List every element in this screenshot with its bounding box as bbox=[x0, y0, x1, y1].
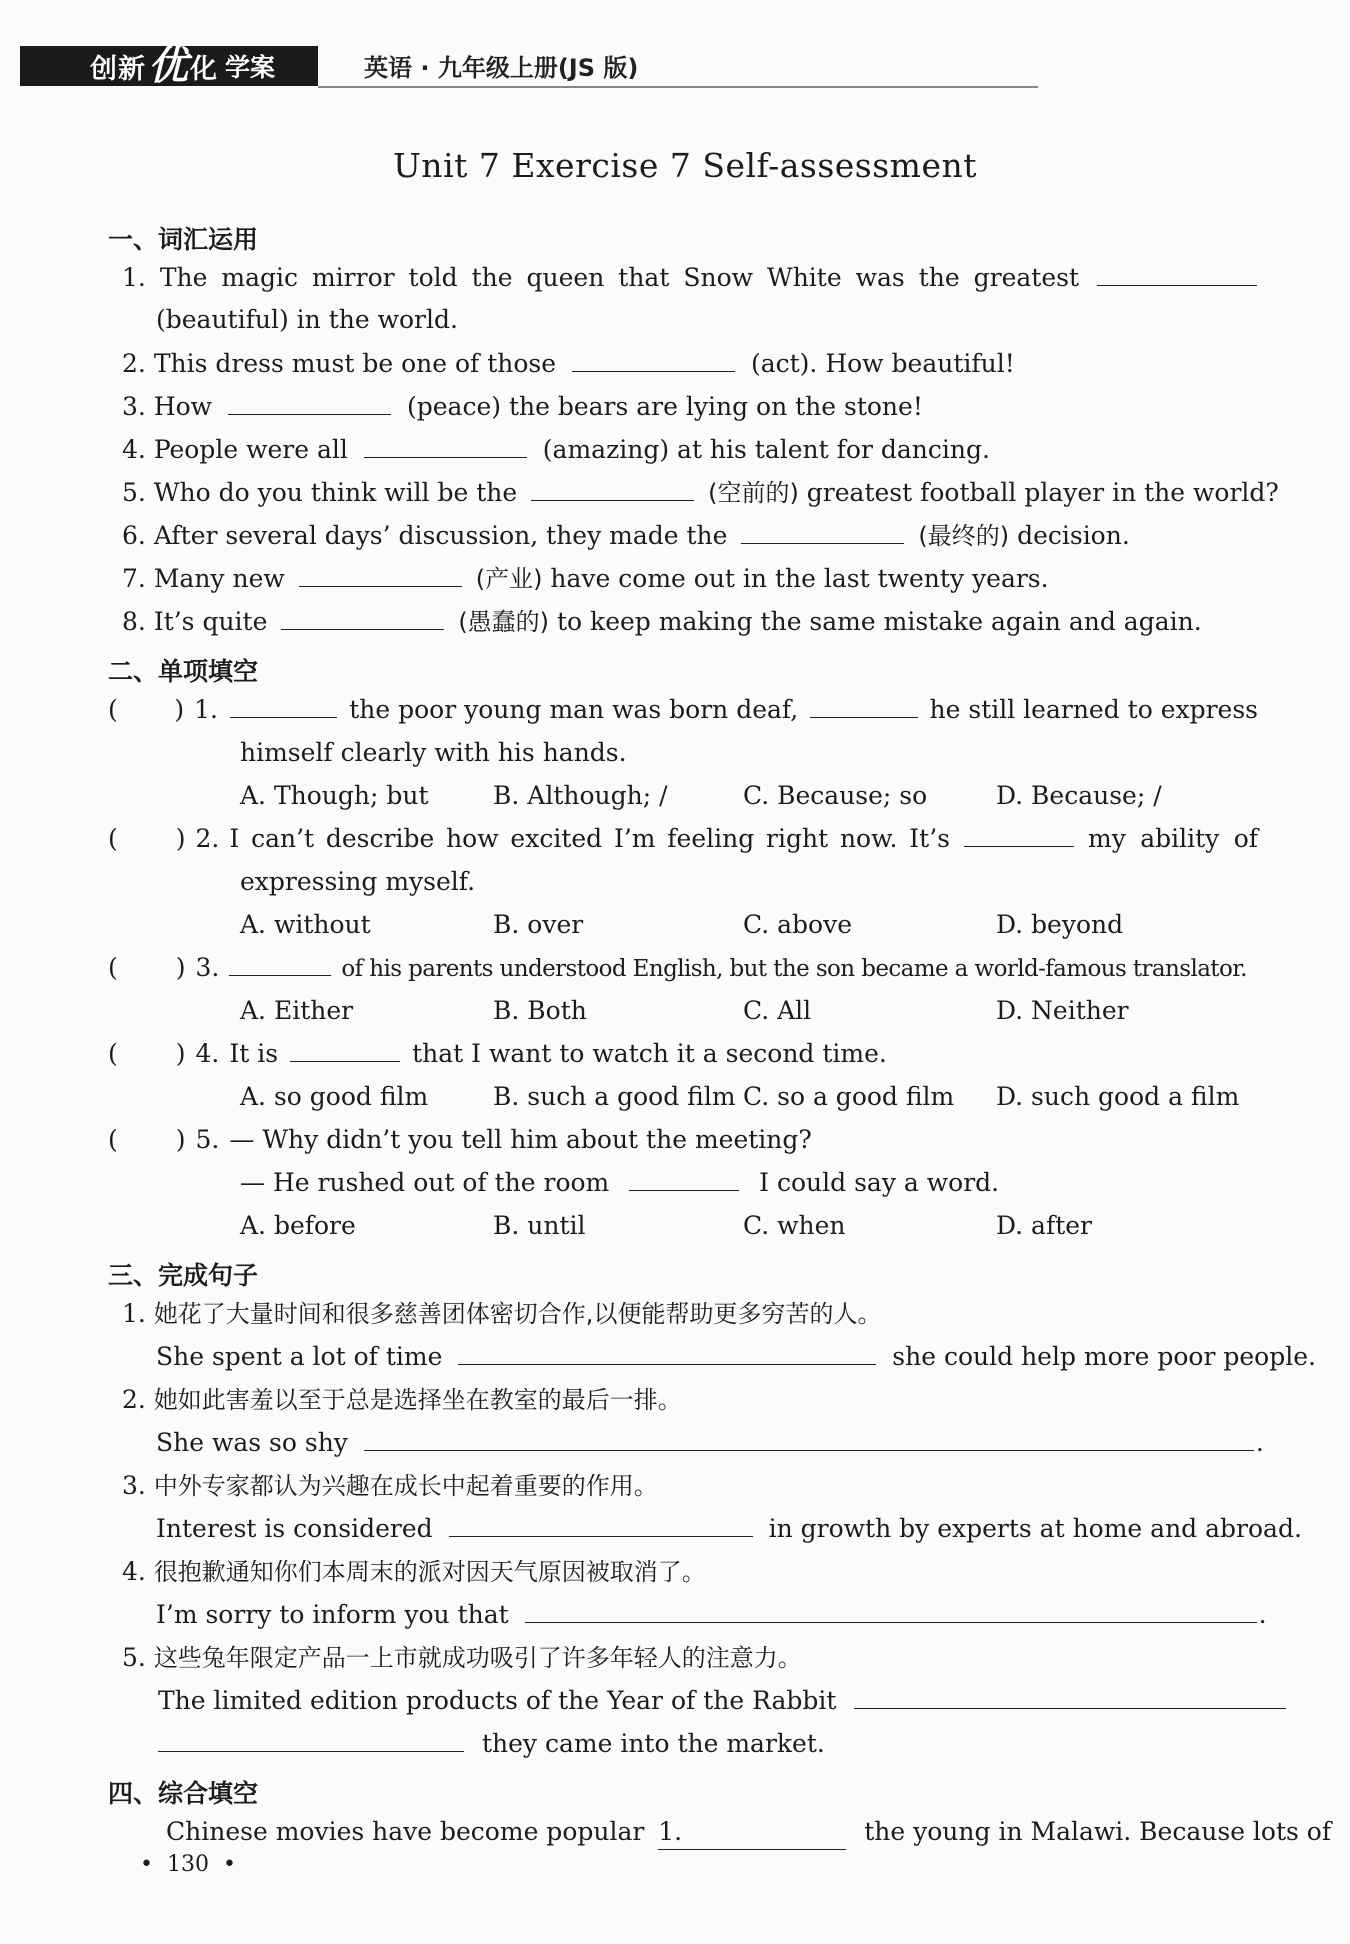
vocab-item-4 bbox=[122, 433, 990, 467]
answer-blank[interactable] bbox=[658, 1815, 846, 1850]
english-prompt: she could help more poor people. bbox=[892, 1342, 1316, 1371]
item-number: 3. bbox=[195, 953, 220, 982]
option-b[interactable]: B. Both bbox=[493, 996, 587, 1025]
brand-part-3: 化 bbox=[190, 53, 217, 85]
page-dot: • bbox=[222, 1852, 236, 1877]
sentence-3-en bbox=[156, 1512, 1302, 1546]
item-hint: (愚蠢的) bbox=[458, 608, 550, 636]
mc-question-2 bbox=[108, 822, 1258, 856]
vocab-item-7 bbox=[122, 562, 1049, 596]
answer-paren-close: ) bbox=[175, 953, 186, 982]
english-prompt: I’m sorry to inform you that bbox=[156, 1600, 509, 1629]
answer-blank[interactable] bbox=[281, 605, 444, 630]
answer-paren-close: ) bbox=[175, 1125, 186, 1154]
chinese-prompt: 这些兔年限定产品一上市就成功吸引了许多年轻人的注意力。 bbox=[153, 1644, 802, 1672]
answer-blank[interactable] bbox=[531, 476, 694, 501]
answer-blank[interactable] bbox=[364, 433, 527, 458]
option-d[interactable]: D. after bbox=[996, 1211, 1092, 1240]
chinese-prompt: 她花了大量时间和很多慈善团体密切合作,以便能帮助更多穷苦的人。 bbox=[153, 1300, 882, 1328]
item-text: The magic mirror told the queen that Snow White was the greatest bbox=[159, 263, 1079, 292]
item-number: 8. bbox=[122, 607, 146, 636]
mc-question-1-cont: himself clearly with his hands. bbox=[240, 738, 627, 767]
page-title: Unit 7 Exercise 7 Self-assessment bbox=[393, 146, 977, 185]
chinese-prompt: 她如此害羞以至于总是选择坐在教室的最后一排。 bbox=[153, 1386, 682, 1414]
sentence-1-en bbox=[156, 1340, 1316, 1374]
mc-question-4 bbox=[108, 1037, 887, 1071]
mc-question-1 bbox=[108, 693, 1258, 727]
item-number: 4. bbox=[122, 1557, 146, 1586]
option-d[interactable]: D. such good a film bbox=[996, 1082, 1240, 1111]
answer-blank[interactable] bbox=[364, 1426, 1254, 1451]
cloze-passage-line bbox=[166, 1815, 1331, 1850]
vocab-item-5 bbox=[122, 476, 1279, 510]
brand-part-4: 学案 bbox=[225, 53, 276, 82]
item-text: (act). How beautiful! bbox=[750, 349, 1015, 378]
option-c[interactable]: C. All bbox=[743, 996, 812, 1025]
mc-question-5 bbox=[108, 1123, 812, 1157]
option-b[interactable]: B. over bbox=[493, 910, 584, 939]
sentence-4-zh bbox=[122, 1555, 706, 1589]
item-number: 1. bbox=[194, 695, 218, 724]
item-text: (peace) the bears are lying on the stone! bbox=[406, 392, 923, 421]
sentence-2-zh bbox=[122, 1383, 682, 1417]
english-prompt: She was so shy bbox=[156, 1428, 348, 1457]
answer-paren-open: ( bbox=[108, 953, 118, 982]
question-text: — He rushed out of the room bbox=[240, 1168, 610, 1197]
option-c[interactable]: C. Because; so bbox=[743, 781, 928, 810]
english-prompt: . bbox=[1255, 1428, 1264, 1457]
option-d[interactable]: D. Neither bbox=[996, 996, 1129, 1025]
chinese-prompt: 中外专家都认为兴趣在成长中起着重要的作用。 bbox=[153, 1472, 658, 1500]
english-prompt: they came into the market. bbox=[481, 1729, 825, 1758]
sentence-5-en bbox=[158, 1684, 1286, 1718]
book-title: 英语 · 九年级上册(JS 版) bbox=[364, 54, 639, 82]
answer-blank[interactable] bbox=[449, 1512, 753, 1537]
item-text: have come out in the last twenty years. bbox=[550, 564, 1049, 593]
item-hint: (产业) bbox=[475, 565, 543, 593]
vocab-item-6 bbox=[122, 519, 1130, 553]
sentence-3-zh bbox=[122, 1469, 658, 1503]
section-heading-vocab: 一、词汇运用 bbox=[108, 225, 259, 254]
item-text: greatest football player in the world? bbox=[806, 478, 1279, 507]
item-number: 5. bbox=[195, 1125, 220, 1154]
option-a[interactable]: A. Though; but bbox=[240, 781, 429, 810]
item-text: People were all bbox=[153, 435, 348, 464]
answer-blank[interactable] bbox=[810, 693, 917, 718]
mc-question-5-cont bbox=[240, 1166, 999, 1200]
item-number: 1. bbox=[122, 1299, 146, 1328]
question-text: It is bbox=[229, 1039, 279, 1068]
item-number: 4. bbox=[195, 1039, 220, 1068]
option-b[interactable]: B. Although; / bbox=[493, 781, 668, 810]
answer-blank[interactable] bbox=[525, 1598, 1257, 1623]
passage-text: Chinese movies have become popular bbox=[166, 1817, 645, 1846]
section-heading-cloze: 四、综合填空 bbox=[108, 1779, 259, 1808]
answer-paren-open: ( bbox=[108, 824, 118, 853]
option-a[interactable]: A. before bbox=[240, 1211, 356, 1240]
question-text: he still learned to express bbox=[929, 695, 1259, 724]
option-a[interactable]: A. Either bbox=[240, 996, 354, 1025]
answer-blank[interactable] bbox=[228, 390, 391, 415]
page-number-value: 130 bbox=[166, 1852, 209, 1877]
option-c[interactable]: C. above bbox=[743, 910, 853, 939]
question-text: my ability of bbox=[1088, 824, 1258, 853]
item-text: decision. bbox=[1017, 521, 1130, 550]
option-b[interactable]: B. until bbox=[493, 1211, 586, 1240]
item-number: 2. bbox=[122, 1385, 146, 1414]
answer-blank[interactable] bbox=[299, 562, 462, 587]
section-heading-mc: 二、单项填空 bbox=[108, 657, 259, 686]
option-a[interactable]: A. without bbox=[240, 910, 371, 939]
answer-blank[interactable] bbox=[290, 1037, 400, 1062]
item-text: After several days’ discussion, they made the bbox=[153, 521, 728, 550]
question-text: I can’t describe how excited I’m feeling right now. It’s bbox=[229, 824, 950, 853]
item-number: 6. bbox=[122, 521, 146, 550]
item-text: Many new bbox=[153, 564, 285, 593]
item-number: 3. bbox=[122, 1471, 146, 1500]
option-d[interactable]: D. Because; / bbox=[996, 781, 1162, 810]
sentence-5-zh bbox=[122, 1641, 802, 1675]
brand-part-1: 创新 bbox=[90, 53, 146, 85]
vocab-item-3 bbox=[122, 390, 923, 424]
sentence-2-en bbox=[156, 1426, 1264, 1460]
item-number: 2. bbox=[122, 349, 146, 378]
item-number: 5. bbox=[122, 1643, 146, 1672]
item-number: 1. bbox=[122, 263, 146, 292]
item-text: Who do you think will be the bbox=[153, 478, 518, 507]
item-text: to keep making the same mistake again and again. bbox=[557, 607, 1202, 636]
chinese-prompt: 很抱歉通知你们本周末的派对因天气原因被取消了。 bbox=[153, 1558, 706, 1586]
english-prompt: in growth by experts at home and abroad. bbox=[768, 1514, 1302, 1543]
question-text: I could say a word. bbox=[759, 1168, 1000, 1197]
item-number: 2. bbox=[195, 824, 220, 853]
option-d[interactable]: D. beyond bbox=[996, 910, 1124, 939]
answer-paren-open: ( bbox=[108, 1039, 118, 1068]
english-prompt: The limited edition products of the Year of the Rabbit bbox=[158, 1686, 837, 1715]
english-prompt: Interest is considered bbox=[156, 1514, 433, 1543]
answer-blank[interactable] bbox=[629, 1166, 739, 1191]
section-heading-sentences: 三、完成句子 bbox=[108, 1261, 259, 1290]
option-c[interactable]: C. so a good film bbox=[743, 1082, 955, 1111]
item-text: (amazing) at his talent for dancing. bbox=[542, 435, 990, 464]
english-prompt: She spent a lot of time bbox=[156, 1342, 443, 1371]
answer-blank[interactable] bbox=[854, 1684, 1286, 1709]
vocab-item-1 bbox=[122, 261, 1257, 295]
option-b[interactable]: B. such a good film bbox=[493, 1082, 736, 1111]
item-number: 5. bbox=[122, 478, 146, 507]
answer-paren-close: ) bbox=[174, 695, 185, 724]
answer-blank[interactable] bbox=[1097, 261, 1257, 286]
english-prompt: . bbox=[1258, 1600, 1267, 1629]
item-number: 4. bbox=[122, 435, 146, 464]
answer-blank[interactable] bbox=[158, 1727, 464, 1752]
item-text: How bbox=[153, 392, 213, 421]
answer-paren-close: ) bbox=[175, 1039, 186, 1068]
question-text: the poor young man was born deaf, bbox=[349, 695, 799, 724]
item-number: 3. bbox=[122, 392, 146, 421]
item-number: 7. bbox=[122, 564, 146, 593]
sentence-5-en-cont bbox=[158, 1727, 825, 1761]
question-text: of his parents understood English, but the son became a world-famous translator. bbox=[341, 956, 1247, 982]
answer-blank[interactable] bbox=[230, 693, 337, 718]
sentence-1-zh bbox=[122, 1297, 881, 1331]
answer-blank[interactable] bbox=[458, 1340, 876, 1365]
page-dot: • bbox=[140, 1852, 153, 1877]
question-text: — Why didn’t you tell him about the meeting? bbox=[229, 1125, 812, 1154]
question-text: that I want to watch it a second time. bbox=[412, 1039, 887, 1068]
answer-paren-open: ( bbox=[108, 1125, 118, 1154]
mc-question-2-cont: expressing myself. bbox=[240, 867, 476, 896]
item-text: It’s quite bbox=[153, 607, 268, 636]
answer-blank[interactable] bbox=[964, 822, 1074, 847]
sentence-4-en bbox=[156, 1598, 1267, 1632]
answer-blank[interactable] bbox=[572, 347, 735, 372]
vocab-item-8 bbox=[122, 605, 1202, 639]
blank-number: 1. bbox=[658, 1817, 683, 1846]
answer-paren-close: ) bbox=[175, 824, 186, 853]
brand-part-2: 优 bbox=[148, 43, 188, 89]
passage-text: the young in Malawi. Because lots of bbox=[864, 1817, 1332, 1846]
answer-blank[interactable] bbox=[741, 519, 904, 544]
item-hint: (空前的) bbox=[708, 479, 799, 507]
answer-paren-open: ( bbox=[108, 695, 118, 724]
vocab-item-1-cont: (beautiful) in the world. bbox=[156, 305, 458, 334]
item-hint: (最终的) bbox=[918, 522, 1010, 550]
mc-question-3 bbox=[108, 951, 1258, 986]
header-rule bbox=[318, 86, 1038, 88]
page-number bbox=[140, 1852, 236, 1877]
brand-banner bbox=[20, 43, 318, 89]
option-a[interactable]: A. so good film bbox=[240, 1082, 429, 1111]
answer-blank[interactable] bbox=[229, 951, 331, 976]
vocab-item-2 bbox=[122, 347, 1015, 381]
option-c[interactable]: C. when bbox=[743, 1211, 846, 1240]
item-text: This dress must be one of those bbox=[153, 349, 557, 378]
